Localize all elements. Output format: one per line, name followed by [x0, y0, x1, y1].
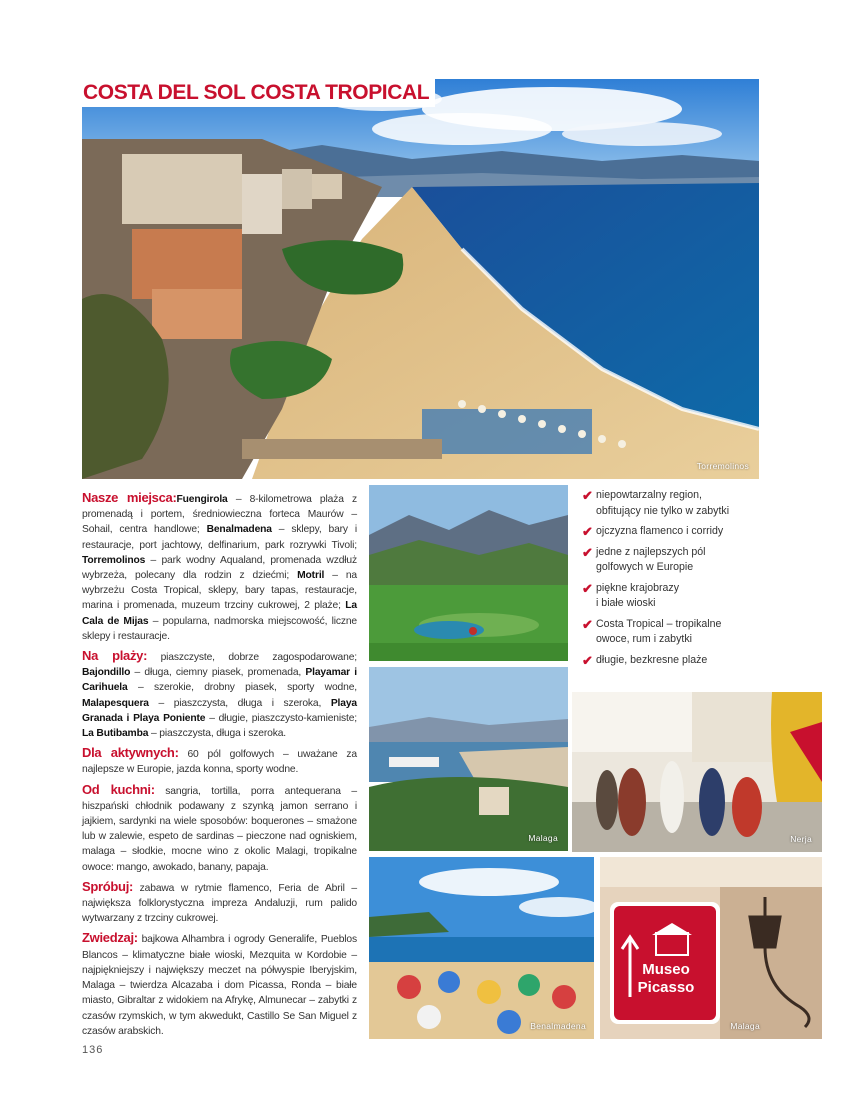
section-text: – popularna, nadmorska miejscowość, liczne sklepy i restauracje. [82, 615, 358, 642]
checkmark-icon: ✔ [582, 580, 593, 596]
photo-benalmadena-beach [369, 857, 594, 1039]
section-text: – piaszczysta, długa i szeroka, [148, 697, 331, 709]
photo-nerja-flamenco [572, 692, 822, 852]
section-text: – na wybrzeżu Costa Tropical, sklepy, bary tapas, restauracje, marina i promenada, muzeum trzciny cukrowej, 2 plaże; [82, 570, 357, 612]
checkmark-icon: ✔ [582, 524, 593, 539]
section-heading: Od kuchni: [82, 781, 155, 797]
section-heading: Na plaży: [82, 648, 148, 664]
sign-text [624, 961, 708, 997]
section-text: – piaszczysta, długa i szeroka. [148, 728, 286, 740]
highlight-text: jedne z najlepszych pól golfowych w Europie [596, 545, 706, 573]
section-paragraph [82, 782, 357, 875]
highlight-item [582, 617, 762, 648]
photo-museo-picasso-sign [600, 857, 822, 1039]
section-heading: Dla aktywnych: [82, 745, 179, 761]
section-text: bajkowa Alhambra i ogrody Generalife, Pueblos Blancos – klimatyczne białe wioski, Mezquita w Kordobie – najpiękniejszy i największy meczet na półwyspie Iberyjskim, Malaga – twierdza Alcazaba i dom Picassa, Ronda – białe miasto, Gibraltar z widokiem na Afrykę, Almunecar – zabytki z czasów rzymskich, w tym akwedukt, Castillo Se San Miguel z czasów arabskich. [82, 934, 357, 1037]
highlight-text: Costa Tropical – tropikalne owoce, rum i zabytki [596, 617, 722, 645]
caption-malaga-1: Malaga [528, 833, 558, 843]
place-name: Playamar i Carihuela [82, 667, 357, 694]
sign-line-2: Picasso [637, 979, 695, 996]
checkmark-icon: ✔ [582, 544, 593, 560]
checkmark-icon: ✔ [582, 652, 593, 668]
section-text: – długa, ciemny piasek, promenada, [130, 667, 306, 679]
place-name: Motril [297, 570, 325, 582]
section-heading: Nasze miejsca: [82, 490, 177, 505]
highlight-item [582, 653, 762, 669]
place-name: Malapesquera [82, 697, 149, 709]
place-name: Playa Granada i Playa Poniente [82, 697, 357, 724]
place-name: Fuengirola [176, 494, 228, 505]
highlight-item [582, 581, 762, 612]
section-paragraph [82, 745, 357, 777]
caption-nerja: Nerja [790, 834, 812, 844]
caption-malaga-2: Malaga [730, 1021, 760, 1031]
checkmark-icon: ✔ [582, 616, 593, 632]
highlights-list [582, 488, 762, 673]
page-number: 136 [82, 1044, 104, 1056]
photo-golf-course [369, 485, 568, 661]
section-heading: Zwiedzaj: [82, 930, 138, 946]
description-column [82, 490, 357, 1043]
section-text: – park wodny Aqualand, promenada wzdłuż wybrzeża, polecany dla rodzin z dziećmi; [82, 554, 357, 582]
section-text: – sklepy, bary i restauracje, port jachtowy, delfinarium, park rozrywki Tivoli; [82, 524, 357, 551]
section-text: – 8-kilometrowa plaża z promenadą i portem, średniowieczna forteca Maurów – Sohail, centra handlowe; [82, 494, 357, 536]
title-box [82, 79, 435, 107]
place-name: Bajondillo [82, 667, 131, 679]
place-name: La Cala de Mijas [82, 600, 357, 627]
sign-line-1: Museo [642, 961, 690, 978]
photo-malaga-harbour [369, 667, 568, 851]
place-name: Benalmadena [206, 524, 272, 536]
highlight-item [582, 488, 762, 519]
checkmark-icon: ✔ [582, 488, 593, 503]
highlight-text: długie, bezkresne plaże [596, 653, 708, 666]
highlight-text: piękne krajobrazy i białe wioski [596, 581, 680, 609]
place-name: Torremolinos [82, 554, 146, 566]
section-text: – długie, piaszczysto-kamieniste; [205, 712, 358, 724]
section-paragraph [82, 648, 357, 741]
hero-photo-torremolinos [82, 79, 759, 479]
highlight-text: niepowtarzalny region, obfitujący nie tylko w zabytki [596, 489, 730, 517]
highlight-text: ojczyzna flamenco i corridy [596, 525, 724, 537]
section-text: – szerokie, drobny piasek, sporty wodne, [127, 682, 357, 694]
section-paragraph [82, 879, 357, 927]
place-name: La Butibamba [82, 728, 149, 740]
section-text: zabawa w rytmie flamenco, Feria de Abril – największa folklorystyczna impreza Andaluzji, rum palido wytwarzany z trzciny cukrowej. [82, 882, 357, 925]
section-text: piaszczyste, dobrze zagospodarowane; [147, 652, 357, 664]
section-heading: Spróbuj: [82, 878, 134, 894]
hero-caption: Torremolinos [696, 461, 749, 471]
section-text: sangria, tortilla, porra antequerana – hiszpański chłodnik podawany z szynką jamon serrano i jajkiem, sardynki na wiele sposobów: boquerones – smażone lub w zalewie, espeto de sardinas – pieczone nad ogniskiem, malaga – słodkie, mocne wino z okolic Malagi, tropikalne owoce: mango, awokado, banany, papaja. [82, 785, 358, 873]
highlight-item [582, 524, 762, 540]
section-text: 60 pól golfowych – uważane za najlepsze w Europie, jazda konna, sporty wodne. [82, 749, 358, 776]
section-paragraph [82, 930, 357, 1038]
page-title: COSTA DEL SOL COSTA TROPICAL [83, 81, 430, 104]
highlight-item [582, 545, 762, 576]
section-paragraph [82, 490, 357, 644]
caption-benalmadena: Benalmadena [530, 1021, 586, 1031]
